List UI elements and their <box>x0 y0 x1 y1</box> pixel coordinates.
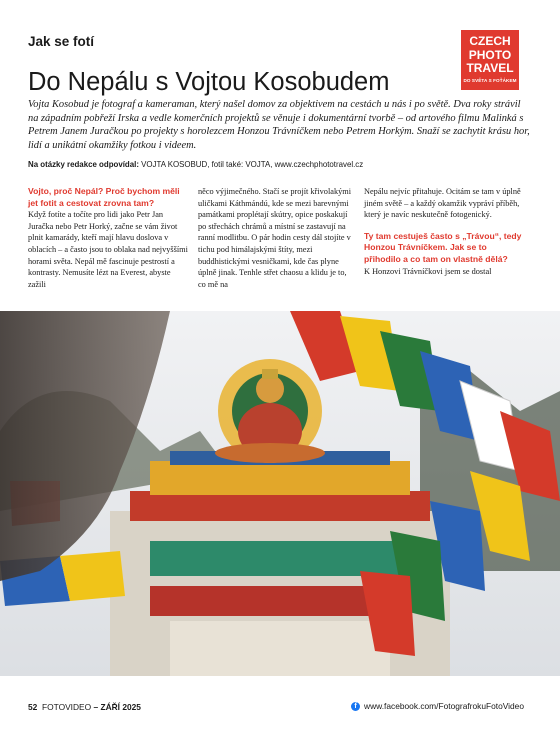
czech-photo-travel-logo <box>461 30 519 90</box>
answer-2-text: K Honzovi Trávníčkovi jsem se dostal <box>364 266 492 276</box>
answer-1-text: Když fotíte a točíte pro lidi jako Petr Jan Juračka nebo Petr Horký, začne se vám život plnit kamarády, kteří mají hlavu doslova v oblacích – a často jsou to oblaka nad nejvyššími horami světa. Nepál mě fascinuje pestrostí a kontrasty. Nemusíte lézt na Everest, abyste zažili <box>28 210 188 289</box>
logo-line-3: TRAVEL <box>466 61 514 75</box>
credits-line <box>28 160 363 169</box>
question-1: Vojto, proč Nepál? Proč bychom měli jet fotit a cestovat zrovna tam? <box>28 186 180 208</box>
page-number: 52 <box>28 702 38 712</box>
stupa-prayer-flags-photo <box>0 311 560 676</box>
logo-line-2: PHOTO <box>468 47 512 62</box>
credits-text: VOJTA KOSOBUD, fotil také: VOJTA, www.czechphototravel.cz <box>138 160 364 169</box>
question-2: Ty tam cestuješ často s „Trávou“, tedy Honzou Trávníčkem. Jak se to přihodilo a co tam on vlastně dělá? <box>364 230 522 264</box>
logo-tagline: DO SVĚTA S FOŤÁKEM <box>463 77 517 83</box>
column-2 <box>198 186 356 290</box>
footer-facebook[interactable] <box>351 701 524 711</box>
article-lead: Vojta Kosobud je fotograf a kameraman, který našel domov za objektivem na cestách u nás i po světě. Dva roky strávil na západním pobřeží Irska a vedle komerčních projektů se věnuje i dokumentární tvorbě – od artového filmu Malinká s Petrem Janem Juračkou po projekty s horolezcem Honzou Trávníčkem nebo Petrem Horkým. Snaží se zachytit krásu hor, lidí a unikátní okamžiky fotkou i videem. <box>28 99 530 151</box>
column-1 <box>28 186 190 290</box>
answer-1-continued: něco výjimečného. Stačí se projít křivolakými uličkami Káthmándú, kde se mezi barevnými památkami proplétají skútry, opice poskakují po střechách chrámů a místní se zastavují na ranní modlitbu. O pár hodin cesty dál stojíte v tichu pod himálajskými štíty, mezi buddhistickými vesničkami, kde čas plyne úplně jinak. Tenhle střet chaosu a klidu je to, co mě na <box>198 187 351 289</box>
answer-1-end: Nepálu nejvíc přitahuje. Ocitám se tam v úplně jiném světě – a každý okamžik vypráví příběh, který je navíc neskutečně fotogenický. <box>364 187 521 220</box>
magazine-name: FOTOVIDEO <box>41 702 92 712</box>
facebook-link[interactable]: www.facebook.com/FotografrokuFotoVideo <box>364 701 524 711</box>
section-kicker: Jak se fotí <box>28 34 95 49</box>
issue-date: – ZÁŘÍ 2025 <box>93 702 141 712</box>
article-title: Do Nepálu s Vojtou Kosobudem <box>28 68 390 96</box>
column-3 <box>364 186 522 277</box>
footer-issue <box>28 702 141 712</box>
paragraph-spacer <box>364 221 522 231</box>
facebook-icon: f <box>351 702 360 711</box>
credits-label: Na otázky redakce odpovídal: <box>28 160 139 169</box>
logo-line-1: CZECH <box>469 34 511 48</box>
